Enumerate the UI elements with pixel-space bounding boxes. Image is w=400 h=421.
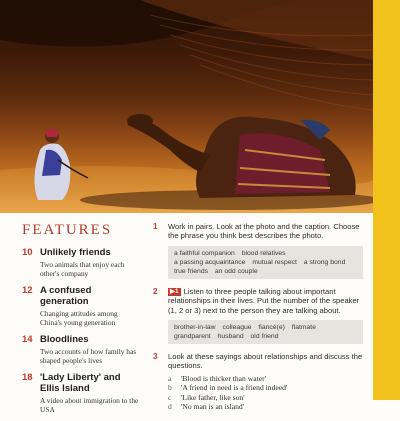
saying-item: [168, 374, 363, 383]
feature-item[interactable]: [22, 372, 140, 414]
word-item: true friends: [174, 267, 209, 275]
sayings-list: [168, 374, 363, 412]
feature-title: Unlikely friends: [40, 247, 111, 258]
feature-description: Two animals that enjoy each other's company: [40, 260, 125, 278]
saying-item: [168, 383, 363, 392]
saying-letter: c: [168, 392, 172, 402]
word-item: a strong bond: [303, 258, 346, 266]
saying-text: 'Blood is thicker than water': [181, 373, 266, 383]
word-item: a passing acquaintance: [174, 258, 246, 266]
saying-letter: d: [168, 402, 172, 412]
exercise-instructions: [168, 287, 363, 315]
feature-title: A confused generation: [40, 285, 92, 307]
feature-page-number: 18: [22, 372, 33, 383]
word-item: fiancé(e): [258, 324, 285, 332]
feature-item[interactable]: [22, 334, 140, 365]
feature-page-number: 10: [22, 247, 33, 258]
exercise-3: [153, 352, 363, 411]
word-box: [168, 246, 363, 279]
audio-track-number: 1: [175, 287, 179, 295]
feature-description: Changing attitudes among China's young generation: [40, 309, 118, 327]
word-item: grandparent: [174, 333, 211, 341]
audio-track-icon[interactable]: ▶1: [170, 287, 179, 295]
word-item: blood relatives: [241, 249, 286, 257]
feature-description: A video about immigration to the USA: [40, 396, 139, 414]
exercise-instructions: Look at these sayings about relationships and discuss the questions.: [168, 352, 363, 371]
exercise-number: 2: [153, 286, 158, 296]
feature-title: 'Lady Liberty' and Ellis Island: [40, 372, 121, 394]
yellow-page-border: [373, 0, 400, 400]
word-item: husband: [217, 333, 244, 341]
exercise-instructions-text: Listen to three people talking about important relationships in their lives. Put the number of the speaker (1, 2 or 3) next to the person they are talking about.: [168, 286, 360, 315]
saying-letter: b: [168, 383, 172, 393]
word-item: mutual respect: [252, 258, 297, 266]
saying-text: 'Like father, like son': [181, 392, 245, 402]
word-item: flatmate: [291, 324, 316, 332]
saying-item: [168, 402, 363, 411]
exercise-2: [153, 287, 363, 346]
saying-item: [168, 393, 363, 402]
word-item: brother-in-law: [174, 324, 216, 332]
feature-title: Bloodlines: [40, 334, 89, 345]
word-item: colleague: [222, 324, 252, 332]
saying-text: 'A friend in need is a friend indeed': [181, 383, 288, 393]
features-column: [22, 222, 140, 421]
saying-text: 'No man is an island': [181, 402, 245, 412]
exercise-number: 1: [153, 222, 158, 231]
exercise-instructions: Work in pairs. Look at the photo and the caption. Choose the phrase you think best describes the photo.: [168, 222, 360, 241]
desert-camel-photo: [0, 0, 373, 213]
word-item: old friend: [250, 333, 279, 341]
word-box: [168, 320, 363, 344]
feature-item[interactable]: [22, 247, 140, 278]
word-item: an odd couple: [214, 267, 258, 275]
exercise-number: 3: [153, 352, 158, 362]
saying-letter: a: [168, 373, 172, 383]
feature-description: Two accounts of how family has shaped people's lives: [40, 347, 137, 365]
feature-page-number: 14: [22, 334, 33, 345]
exercise-1: [153, 222, 363, 281]
features-title: FEATURES: [22, 222, 113, 238]
feature-page-number: 12: [22, 285, 33, 296]
photo-illustration: [0, 0, 373, 213]
exercises-column: [153, 222, 363, 417]
feature-item[interactable]: [22, 285, 140, 327]
word-item: a faithful companion: [174, 249, 235, 257]
